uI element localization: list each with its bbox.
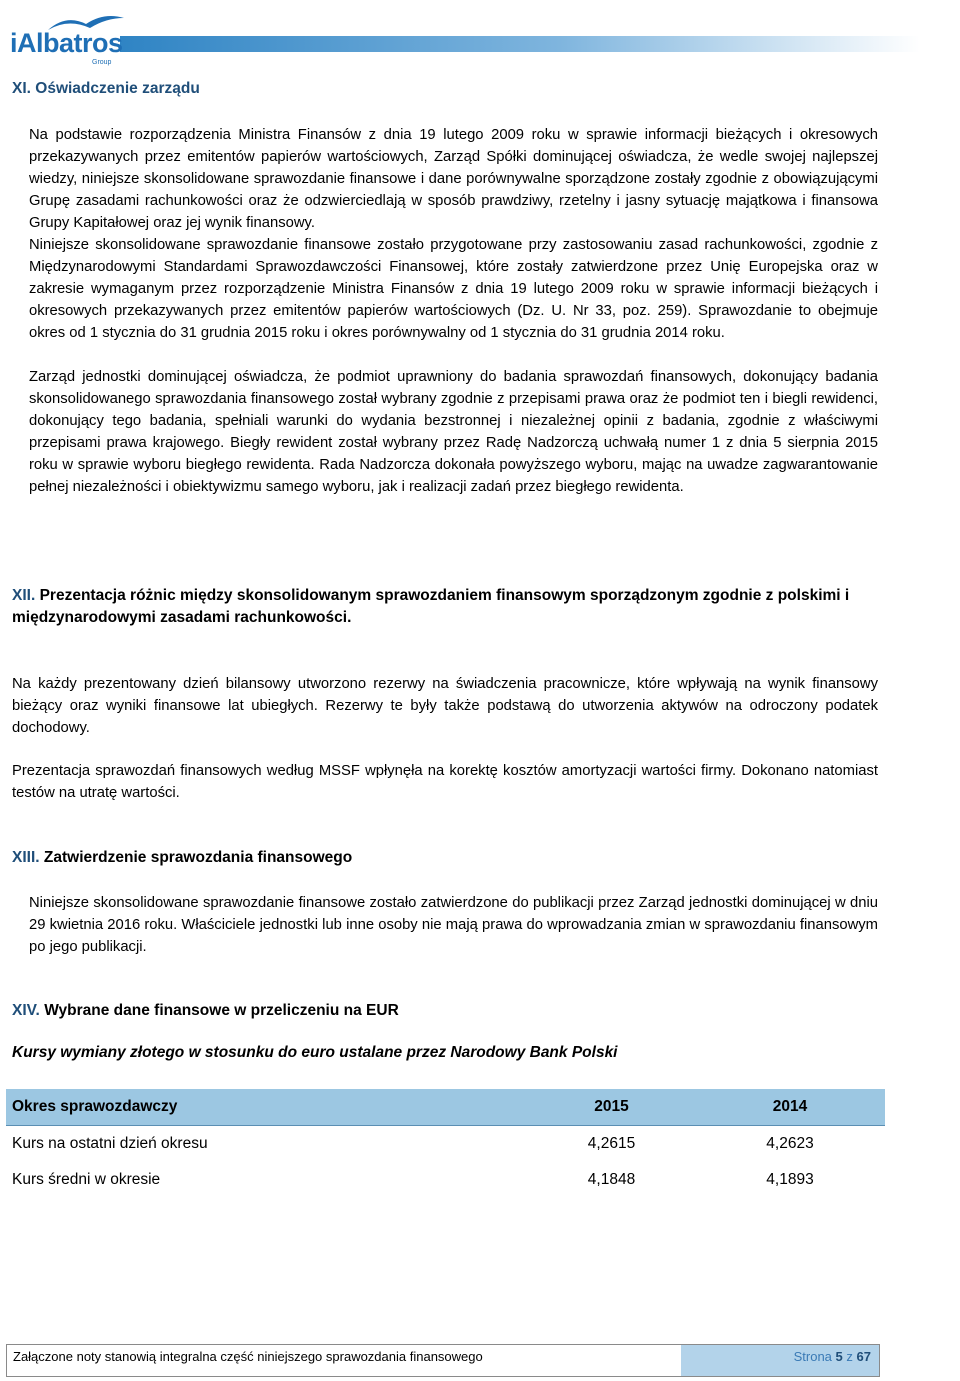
page-total: 67: [856, 1349, 871, 1364]
section-title-xiv: [12, 1002, 399, 1020]
section-number: XI.: [12, 80, 31, 97]
paragraph: Na każdy prezentowany dzień bilansowy utworzono rezerwy na świadczenia pracownicze, które wpływają na wynik finansowy bieżący oraz wyniki finansowe lat ubiegłych. Rezerwy te były także podstawą do utworzenia aktywów na odroczony podatek dochodowy.: [12, 676, 878, 736]
paragraph: Zarząd jednostki dominującej oświadcza, że podmiot uprawniony do badania sprawozdań finansowych, dokonujący badania skonsolidowanego sprawozdania finansowego został wybrany zgodnie z przepisami prawa oraz że podmiot ten i biegli rewidenci, dokonujący tego badania, spełniali warunki do wydania bezstronnej i niezależnej opinii z badania, zgodnie z właściwymi przepisami prawa krajowego. Biegły rewident został wybrany przez Radę Nadzorczą uchwałą numer 1 z dnia 5 sierpnia 2015 roku w sprawie wyboru biegłego rewidenta. Rada Nadzorcza dokonała powyższego wyboru, mając na uwadze zagwarantowanie pełnej niezależności i obiektywizmu samego wyboru, jak i realizacji zadań przez biegłego rewidenta.: [29, 369, 878, 495]
paragraph: Niniejsze skonsolidowane sprawozdanie finansowe zostało zatwierdzone do publikacji przez Zarząd jednostki dominującej w dniu 29 kwietnia 2016 roku. Właściciele jednostki lub inne osoby nie mają prawa do wprowadzania zmian w sprawozdaniu finansowym po jego publikacji.: [29, 895, 878, 955]
table-cell: 4,1848: [587, 1171, 636, 1188]
table-caption: Kursy wymiany złotego w stosunku do euro ustalane przez Narodowy Bank Polski: [12, 1044, 618, 1061]
page-prefix: Strona: [793, 1349, 832, 1364]
section-title-xiii: [12, 849, 352, 867]
exchange-rate-table: [6, 1089, 885, 1198]
header-band: [120, 36, 920, 52]
logo-subtext: Group: [92, 59, 112, 66]
section-heading: Wybrane dane finansowe w przeliczeniu na EUR: [44, 1002, 399, 1019]
table-row: [6, 1162, 885, 1198]
section-title-xii: [12, 585, 878, 629]
section-number: XIII.: [12, 849, 40, 866]
company-logo: [8, 12, 123, 66]
section-heading: Oświadczenie zarządu: [35, 80, 200, 97]
table-cell: 4,2615: [587, 1135, 636, 1152]
footer-note: Załączone noty stanowią integralna część niniejszego sprawozdania finansowego: [13, 1349, 483, 1364]
section-heading: Prezentacja różnic między skonsolidowanym sprawozdaniem finansowym sporządzonym zgodnie z polskimi i międzynarodowymi zasadami rachunkowości.: [12, 587, 850, 626]
section-heading: Zatwierdzenie sprawozdania finansowego: [43, 849, 353, 866]
column-header: 2014: [695, 1089, 885, 1126]
table-header-row: [6, 1089, 885, 1126]
table-cell: Kurs średni w okresie: [12, 1171, 161, 1188]
page-footer: [6, 1344, 880, 1377]
table-cell: 4,1893: [766, 1171, 814, 1188]
paragraph: Niniejsze skonsolidowane sprawozdanie finansowe zostało przygotowane przy zastosowaniu zasad rachunkowości, zgodnie z Międzynarodowymi Standardami Sprawozdawczości Finansowej, które zostały zatwierdzone przez Unię Europejska oraz w zakresie wymaganym przez rozporządzenie Ministra Finansów z dnia 19 lutego 2009 roku w sprawie informacji bieżących i okresowych przekazywanych przez emitentów papierów wartościowych (Dz. U. Nr 33, poz. 259). Sprawozdanie to obejmuje okres od 1 stycznia do 31 grudnia 2015 roku i okres porównywalny od 1 stycznia do 31 grudnia 2014 roku.: [29, 237, 878, 341]
page-separator: z: [846, 1349, 853, 1364]
column-header: Okres sprawozdawczy: [6, 1089, 528, 1126]
page-number: 5: [835, 1349, 843, 1364]
table-cell: Kurs na ostatni dzień okresu: [12, 1135, 208, 1152]
logo-wordmark: iAlbatros: [10, 28, 123, 58]
section-number: XII.: [12, 587, 36, 604]
paragraph: Na podstawie rozporządzenia Ministra Finansów z dnia 19 lutego 2009 roku w sprawie informacji bieżących i okresowych przekazywanych przez emitentów papierów wartościowych, Zarząd Spółki dominującej oświadcza, że wedle swojej najlepszej wiedzy, niniejsze skonsolidowane sprawozdanie finansowe i dane porównywalne sporządzone zostały zgodnie z obowiązującymi Grupę zasadami rachunkowości oraz że odzwierciedlają w sposób prawdziwy, rzetelny i jasny sytuację majątkowa i finansowa Grupy Kapitałowej oraz jej wynik finansowy.: [29, 127, 878, 231]
table-row: [6, 1126, 885, 1163]
paragraph: Prezentacja sprawozdań finansowych według MSSF wpłynęła na korektę kosztów amortyzacji wartości firmy. Dokonano natomiast testów na utratę wartości.: [12, 763, 878, 801]
column-header: 2015: [528, 1089, 695, 1126]
page-indicator: [681, 1345, 879, 1376]
section-title-xi: [12, 80, 200, 98]
section-number: XIV.: [12, 1002, 40, 1019]
table-cell: 4,2623: [766, 1135, 814, 1152]
